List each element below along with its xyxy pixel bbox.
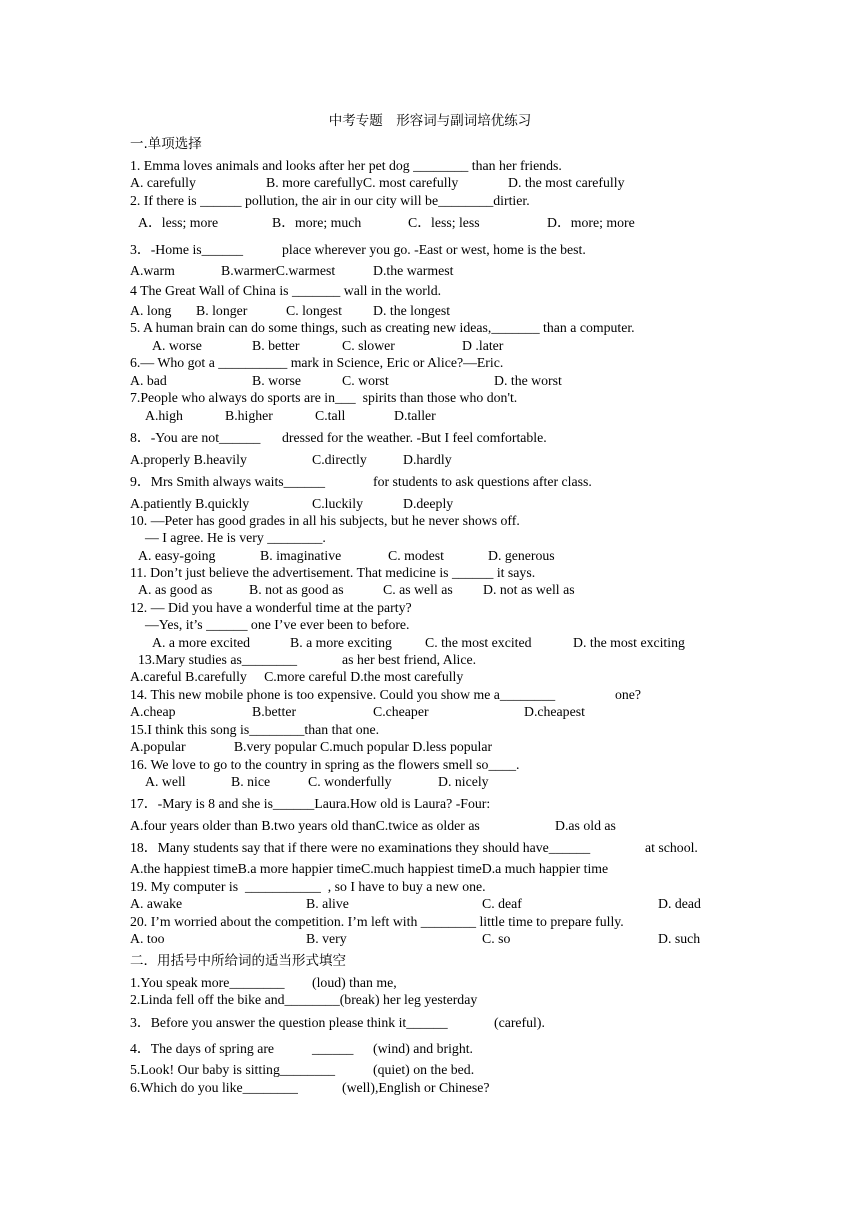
question-stem: 4 The Great Wall of China is _______ wall in the world. [130,283,442,298]
question-stem: 9．Mrs Smith always waits______ [130,474,326,489]
question-stem-cont: place wherever you go. -East or west, home is the best. [282,242,586,257]
option-c: C. worst [342,373,389,388]
fill-item-cont: (loud) than me, [312,975,397,990]
option-a: A. long [130,303,172,318]
option-a: A. too [130,931,165,946]
question-reply: —Yes, it’s ______ one I’ve ever been to before. [145,617,410,632]
option-d: D.hardly [403,452,452,467]
option-b: B. alive [306,896,349,911]
option-d: D. the longest [373,303,451,318]
question-stem: 13.Mary studies as________ [138,652,298,667]
option-a: A. worse [152,338,202,353]
option-d: D.cheapest [524,704,585,719]
option-b: B. nice [231,774,271,789]
option-d: D.the warmest [373,263,454,278]
question-stem: 16. We love to go to the country in spring as the flowers smell so____. [130,757,520,772]
option-ab: A.properly B.heavily [130,452,247,467]
fill-item: 1.You speak more________ [130,975,285,990]
option-b: B. more carefullyC. most carefully [266,175,459,190]
option-c: C.directly [312,452,367,467]
question-stem: 19. My computer is ___________ , so I have to buy a new one. [130,879,486,894]
question-stem: 8．-You are not______ [130,430,261,445]
option-b: B. imaginative [260,548,342,563]
option-b: B. not as good as [249,582,344,597]
option-d: D.deeply [403,496,454,511]
option-ab: A.patiently B.quickly [130,496,250,511]
option-c: C.luckily [312,496,363,511]
fill-blank: ______ [312,1041,354,1056]
option-a: A. bad [130,373,167,388]
fill-item-cont: (well),English or Chinese? [342,1080,490,1095]
option-b: B. very [306,931,347,946]
question-stem: 1. Emma loves animals and looks after her pet dog ________ than her friends. [130,158,562,173]
section-heading-fill-in: 二．用括号中所给词的适当形式填空 [130,953,346,969]
fill-item: 5.Look! Our baby is sitting________ [130,1062,336,1077]
question-stem: 5. A human brain can do some things, such as creating new ideas,_______ than a computer. [130,320,635,335]
option-c: C. wonderfully [308,774,392,789]
options: A.four years older than B.two years old thanC.twice as older as [130,818,480,833]
option-a: A.cheap [130,704,176,719]
option-a: A．less; more [138,215,219,230]
option-a: A. well [145,774,186,789]
option-c: C. deaf [482,896,522,911]
option-d: D. the most exciting [573,635,685,650]
option-c: C. the most excited [425,635,532,650]
option-c: C. as well as [383,582,453,597]
option-a: A. a more excited [152,635,251,650]
option-b: B．more; much [272,215,362,230]
option-c: C．less; less [408,215,480,230]
option-d: D.taller [394,408,436,423]
option-c: C. so [482,931,511,946]
option-b: B.higher [225,408,273,423]
option-d: D．more; more [547,215,635,230]
option-d: D. the worst [494,373,562,388]
question-stem: 15.I think this song is________than that one. [130,722,380,737]
option-a: A. as good as [138,582,213,597]
question-stem: 10. —Peter has good grades in all his subjects, but he never shows off. [130,513,520,528]
fill-item-cont: (careful). [494,1015,545,1030]
question-stem-cont: at school. [645,840,698,855]
fill-item: 4．The days of spring are [130,1041,275,1056]
fill-item-cont: (quiet) on the bed. [373,1062,475,1077]
options: A.popular B.very popular C.much popular D.less popular [130,739,493,754]
option-c: C. slower [342,338,395,353]
option-d: D .later [462,338,504,353]
fill-item: 2.Linda fell off the bike and________(break) her leg yesterday [130,992,478,1007]
option-b: B. better [252,338,300,353]
option-d: D. nicely [438,774,489,789]
option-b: B. a more exciting [290,635,392,650]
option-c: C.tall [315,408,346,423]
question-stem: 20. I’m worried about the competition. I’m left with ________ little time to prepare fully. [130,914,624,929]
option-a: A. easy-going [138,548,216,563]
page-title: 中考专题 形容词与副词培优练习 [328,113,532,129]
question-reply: — I agree. He is very ________. [145,530,326,545]
option-c: C. modest [388,548,444,563]
question-stem-cont: one? [615,687,642,702]
question-stem-cont: dressed for the weather. -But I feel comfortable. [282,430,547,445]
fill-item: 3．Before you answer the question please think it______ [130,1015,448,1030]
question-stem: 7.People who always do sports are in___ spirits than those who don't. [130,390,518,405]
question-stem: 12. — Did you have a wonderful time at the party? [130,600,412,615]
options: A.careful B.carefully C.more careful D.the most carefully [130,669,464,684]
option-b: B.better [252,704,297,719]
option-d: D.as old as [555,818,616,833]
question-stem: 6.— Who got a __________ mark in Science, Eric or Alice?—Eric. [130,355,504,370]
question-stem: 18．Many students say that if there were no examinations they should have______ [130,840,591,855]
option-d: D. such [658,931,701,946]
option-c: C. longest [286,303,342,318]
question-stem: 2. If there is ______ pollution, the air in our city will be________dirtier. [130,193,530,208]
option-d: D. the most carefully [508,175,625,190]
option-a: A.warm [130,263,175,278]
options: A.the happiest timeB.a more happier timeC.much happiest timeD.a much happier time [130,861,609,876]
option-c: C.cheaper [373,704,429,719]
option-d: D. generous [488,548,555,563]
option-b: B.warmerC.warmest [221,263,336,278]
option-d: D. not as well as [483,582,575,597]
question-stem-cont: as her best friend, Alice. [342,652,477,667]
section-heading-multiple-choice: 一.单项选择 [130,136,202,152]
option-a: A. awake [130,896,183,911]
option-b: B. worse [252,373,302,388]
fill-item: 6.Which do you like________ [130,1080,298,1095]
question-stem: 14. This new mobile phone is too expensive. Could you show me a________ [130,687,556,702]
question-stem: 17．-Mary is 8 and she is______Laura.How old is Laura? -Four: [130,796,491,811]
question-stem-cont: for students to ask questions after class. [373,474,592,489]
option-b: B. longer [196,303,248,318]
question-stem: 3．-Home is______ [130,242,244,257]
option-a: A.high [145,408,183,423]
option-a: A. carefully [130,175,196,190]
option-d: D. dead [658,896,701,911]
question-stem: 11. Don’t just believe the advertisement. That medicine is ______ it says. [130,565,536,580]
fill-item-cont: (wind) and bright. [373,1041,474,1056]
